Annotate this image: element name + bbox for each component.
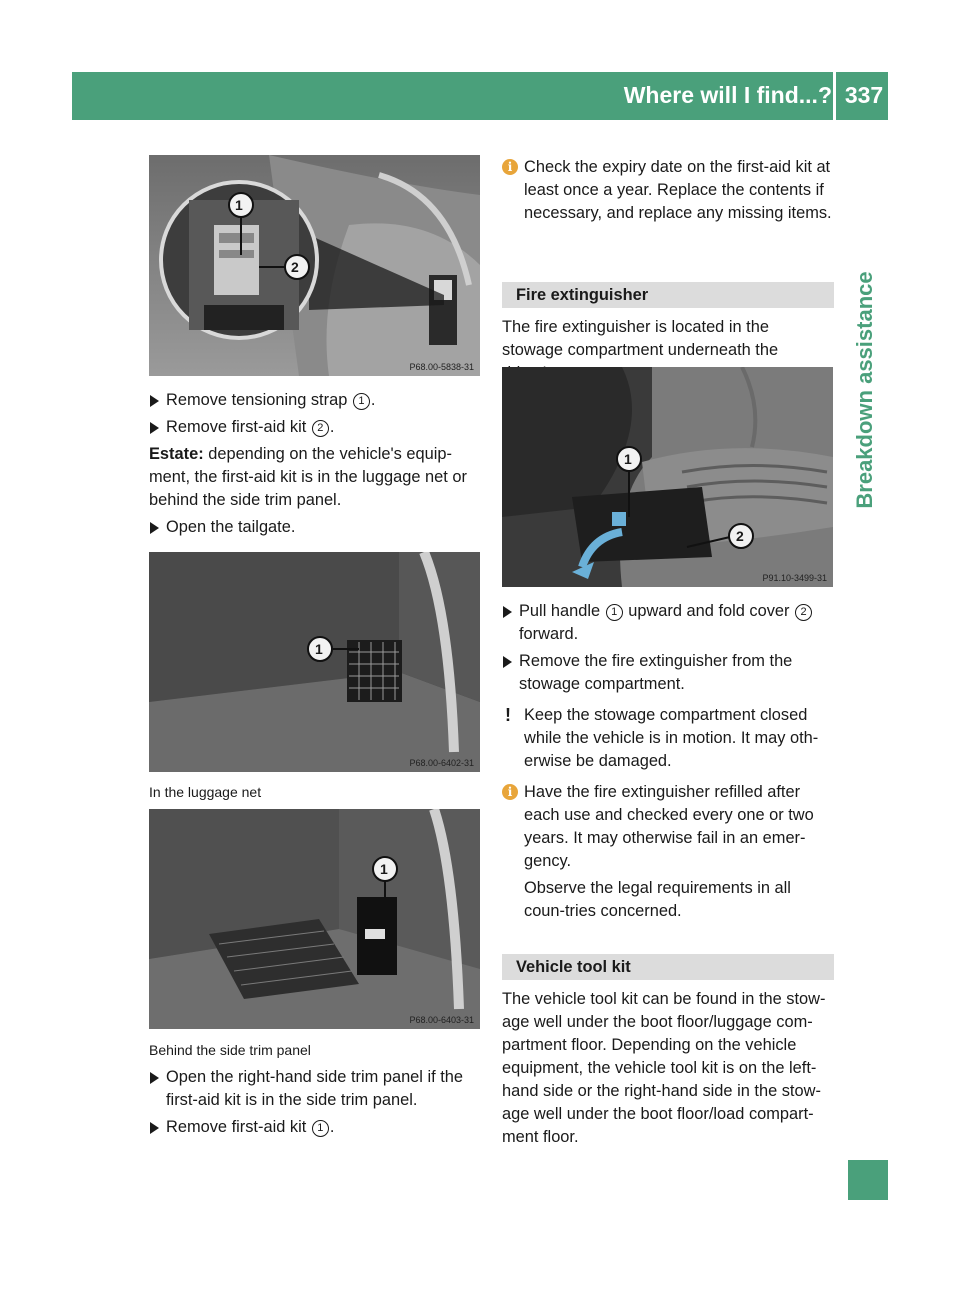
caption-side-trim: Behind the side trim panel bbox=[149, 1042, 311, 1058]
step-open-tailgate: Open the tailgate. bbox=[149, 516, 484, 539]
trunk-first-aid-photo bbox=[149, 155, 480, 376]
marker-1: 1 bbox=[624, 451, 632, 467]
left-text-block-1 bbox=[149, 389, 484, 539]
page-number: 337 bbox=[844, 82, 884, 108]
step-open-trim-panel: Open the right-hand side trim panel if the first-aid kit is in the side trim panel. bbox=[149, 1066, 484, 1112]
left-text-block-2 bbox=[149, 1066, 484, 1139]
chapter-tab-label: Breakdown assistance bbox=[852, 271, 877, 509]
info-icon: i bbox=[502, 159, 518, 175]
marker-2: 2 bbox=[291, 259, 299, 275]
marker-1: 1 bbox=[380, 861, 388, 877]
step-remove-strap: Remove tensioning strap 1 . bbox=[149, 389, 484, 412]
ref-number-1: 1 bbox=[606, 604, 623, 621]
caption-luggage-net: In the luggage net bbox=[149, 784, 262, 800]
info-note-legal: Observe the legal requirements in all coun-tries concerned. bbox=[524, 879, 791, 920]
warning-note: ! Keep the stowage compartment closed while the vehicle is in motion. It may oth-erwise be damaged. bbox=[505, 705, 819, 770]
step-remove-extinguisher: Remove the fire extinguisher from the stowage compartment. bbox=[502, 650, 834, 696]
ref-number-2: 2 bbox=[312, 420, 329, 437]
chapter-marker bbox=[848, 1160, 888, 1200]
ref-number-1: 1 bbox=[312, 1120, 329, 1137]
side-trim-photo bbox=[149, 809, 480, 1029]
warning-icon: ! bbox=[505, 705, 511, 725]
estate-note: Estate: depending on the vehicle's equip-ment, the first-aid kit is in the luggage net or behind the side trim panel. bbox=[149, 445, 467, 509]
marker-1: 1 bbox=[235, 197, 243, 213]
step-pull-handle: Pull handle 1 upward and fold cover 2 forward. bbox=[502, 600, 834, 646]
right-text-block-2 bbox=[502, 600, 834, 923]
info-note-expiry: i Check the expiry date on the first-aid kit at least once a year. Replace the contents if necessary, and replace any missing items. bbox=[502, 156, 834, 225]
luggage-net-photo bbox=[149, 552, 480, 772]
image-code: P68.00-6402-31 bbox=[409, 758, 474, 768]
info-note-refill: i Have the fire extinguisher refilled after each use and checked every one or two years. It may otherwise fail in an emer-gency. bbox=[502, 781, 834, 873]
page-title: Where will I find...? bbox=[623, 82, 832, 108]
step-remove-kit-2: Remove first-aid kit 1 . bbox=[149, 1116, 484, 1139]
fire-extinguisher-intro: The fire extinguisher is located in the stowage compartment underneath the bbox=[502, 318, 779, 359]
ref-number-1: 1 bbox=[353, 393, 370, 410]
section-heading-vehicle-tool-kit: Vehicle tool kit bbox=[502, 954, 834, 980]
image-code: P68.00-6403-31 bbox=[409, 1015, 474, 1025]
ref-number-2: 2 bbox=[795, 604, 812, 621]
marker-1: 1 bbox=[315, 641, 323, 657]
section-heading-fire-extinguisher: Fire extinguisher bbox=[502, 282, 834, 308]
right-text-block-1 bbox=[502, 156, 834, 225]
info-icon: i bbox=[502, 784, 518, 800]
image-code: P68.00-5838-31 bbox=[409, 362, 474, 372]
step-remove-kit: Remove first-aid kit 2 . bbox=[149, 416, 484, 439]
fire-extinguisher-photo bbox=[502, 367, 833, 587]
tool-kit-text: The vehicle tool kit can be found in the stow-age well under the boot floor/luggage com-partment floor. Depending on the vehicle equipment, the vehicle tool kit is on the left-hand side or the right-hand side in the stow-age well under the boot floor/load compart-ment floor. bbox=[502, 990, 826, 1146]
header-divider bbox=[833, 72, 836, 120]
chapter-tab bbox=[842, 130, 888, 650]
image-code: P91.10-3499-31 bbox=[762, 573, 827, 583]
marker-2: 2 bbox=[736, 528, 744, 544]
